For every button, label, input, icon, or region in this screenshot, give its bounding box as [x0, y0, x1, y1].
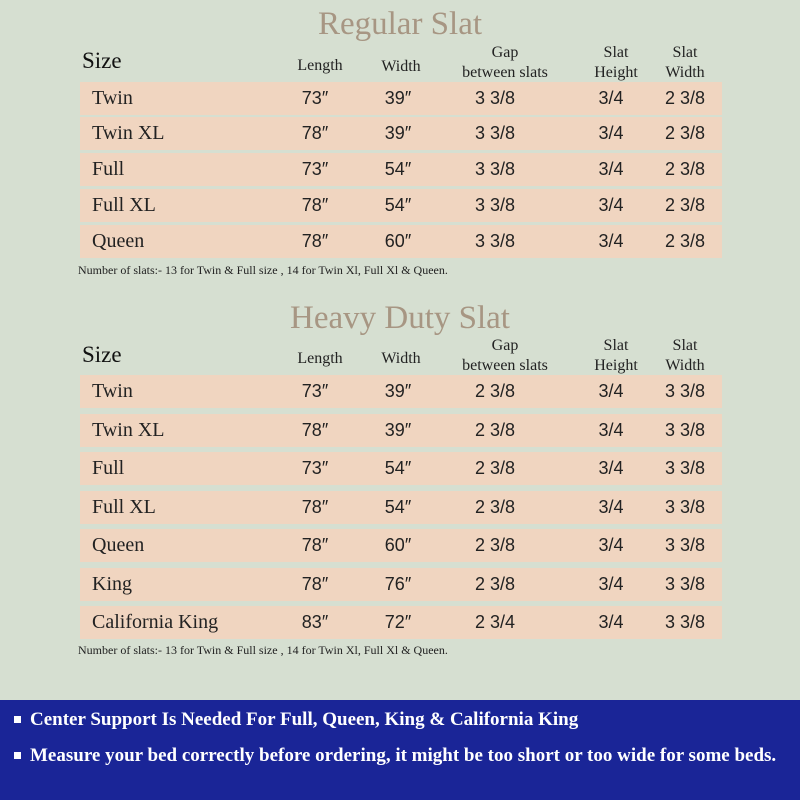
- regular-slat-count-note: Number of slats:- 13 for Twin & Full size , 14 for Twin Xl, Full Xl & Queen.: [78, 263, 448, 277]
- row-size: Full XL: [92, 194, 156, 216]
- row-width: 60″: [384, 535, 412, 555]
- row-gap: 2 3/8: [474, 535, 516, 555]
- table-row: [80, 606, 722, 639]
- row-slat-width: 2 3/8: [664, 195, 706, 215]
- table-row: [80, 529, 722, 562]
- row-slat-height: 3/4: [598, 497, 624, 517]
- row-length: 78″: [301, 574, 329, 594]
- heavy-header-slat-width-line1: Slat: [672, 337, 698, 354]
- row-slat-height: 3/4: [598, 195, 624, 215]
- regular-header-gap-line2: between slats: [462, 64, 548, 81]
- table-row: [80, 491, 722, 524]
- row-width: 39″: [384, 420, 412, 440]
- heavy-header-slat-width-line2: Width: [665, 357, 705, 374]
- heavy-header-size: Size: [82, 342, 122, 367]
- row-slat-width: 3 3/8: [664, 381, 706, 401]
- row-slat-width: 2 3/8: [664, 88, 706, 108]
- row-length: 73″: [301, 88, 329, 108]
- regular-header-length: Length: [297, 57, 343, 74]
- heavy-header-slat-height-line1: Slat: [603, 337, 629, 354]
- row-width: 39″: [384, 381, 412, 401]
- row-width: 39″: [384, 88, 412, 108]
- row-width: 54″: [384, 458, 412, 478]
- row-gap: 2 3/8: [474, 497, 516, 517]
- row-width: 54″: [384, 195, 412, 215]
- row-slat-height: 3/4: [598, 88, 624, 108]
- table-row: [80, 117, 722, 150]
- row-gap: 2 3/4: [474, 612, 516, 632]
- row-length: 73″: [301, 159, 329, 179]
- row-size: Queen: [92, 230, 145, 252]
- table-row: [80, 189, 722, 222]
- row-gap: 3 3/8: [474, 231, 516, 251]
- regular-header-slat-height-line2: Height: [594, 64, 638, 81]
- row-gap: 2 3/8: [474, 420, 516, 440]
- row-slat-height: 3/4: [598, 535, 624, 555]
- row-width: 72″: [384, 612, 412, 632]
- row-gap: 2 3/8: [474, 458, 516, 478]
- row-slat-width: 2 3/8: [664, 231, 706, 251]
- heavy-header-slat-height: [581, 336, 651, 376]
- table-row: [80, 375, 722, 408]
- row-size: Full: [92, 457, 125, 479]
- row-slat-width: 3 3/8: [664, 420, 706, 440]
- table-row: [80, 452, 722, 485]
- regular-header-slat-height: [581, 43, 651, 83]
- regular-header-size: Size: [82, 48, 122, 73]
- row-length: 78″: [301, 231, 329, 251]
- row-slat-width: 3 3/8: [664, 497, 706, 517]
- row-width: 54″: [384, 159, 412, 179]
- footer-bullet-text: Measure your bed correctly before ordering, it might be too short or too wide for some beds.: [30, 745, 777, 766]
- square-bullet-icon: [14, 752, 21, 759]
- row-length: 83″: [301, 612, 329, 632]
- row-length: 78″: [301, 123, 329, 143]
- row-size: California King: [92, 611, 219, 633]
- row-slat-height: 3/4: [598, 574, 624, 594]
- table-row: [80, 153, 722, 186]
- row-size: Queen: [92, 534, 145, 556]
- row-gap: 3 3/8: [474, 88, 516, 108]
- regular-slat-title: Regular Slat: [317, 6, 483, 42]
- square-bullet-icon: [14, 716, 21, 723]
- row-slat-width: 3 3/8: [664, 612, 706, 632]
- row-slat-height: 3/4: [598, 231, 624, 251]
- row-size: Twin: [92, 87, 133, 109]
- regular-header-slat-width: [650, 43, 720, 83]
- table-row: [80, 568, 722, 601]
- regular-header-slat-height-line1: Slat: [603, 44, 629, 61]
- row-width: 76″: [384, 574, 412, 594]
- row-width: 39″: [384, 123, 412, 143]
- row-length: 78″: [301, 420, 329, 440]
- row-length: 73″: [301, 458, 329, 478]
- table-row: [80, 225, 722, 258]
- regular-header-slat-width-line1: Slat: [672, 44, 698, 61]
- row-gap: 3 3/8: [474, 195, 516, 215]
- row-slat-height: 3/4: [598, 458, 624, 478]
- row-length: 78″: [301, 497, 329, 517]
- heavy-header-slat-height-line2: Height: [594, 357, 638, 374]
- heavy-header-gap-line1: Gap: [491, 337, 519, 354]
- regular-header-width: Width: [381, 58, 421, 75]
- row-size: Twin: [92, 380, 133, 402]
- row-slat-width: 3 3/8: [664, 458, 706, 478]
- row-length: 78″: [301, 195, 329, 215]
- row-gap: 2 3/8: [474, 381, 516, 401]
- regular-header-slat-width-line2: Width: [665, 64, 705, 81]
- heavy-header-gap: [445, 336, 565, 376]
- row-slat-height: 3/4: [598, 381, 624, 401]
- footer-notice-band: [0, 700, 800, 800]
- regular-header-gap-line1: Gap: [491, 44, 519, 61]
- row-gap: 2 3/8: [474, 574, 516, 594]
- row-slat-width: 3 3/8: [664, 574, 706, 594]
- row-slat-width: 2 3/8: [664, 123, 706, 143]
- heavy-header-length: Length: [297, 350, 343, 367]
- footer-bullet-text: Center Support Is Needed For Full, Queen, King & California King: [30, 709, 579, 730]
- row-length: 73″: [301, 381, 329, 401]
- row-slat-height: 3/4: [598, 420, 624, 440]
- row-slat-height: 3/4: [598, 123, 624, 143]
- heavy-header-width: Width: [381, 350, 421, 367]
- regular-header-gap: [445, 43, 565, 83]
- footer-bullet-measure: [14, 744, 784, 768]
- row-width: 60″: [384, 231, 412, 251]
- row-width: 54″: [384, 497, 412, 517]
- row-size: Full XL: [92, 496, 156, 518]
- heavy-header-slat-width: [650, 336, 720, 376]
- table-row: [80, 82, 722, 115]
- row-slat-width: 2 3/8: [664, 159, 706, 179]
- row-length: 78″: [301, 535, 329, 555]
- row-size: Twin XL: [92, 122, 165, 144]
- heavy-duty-slat-title: Heavy Duty Slat: [290, 300, 510, 336]
- footer-bullet-center-support: [14, 708, 784, 732]
- row-gap: 3 3/8: [474, 123, 516, 143]
- heavy-header-gap-line2: between slats: [462, 357, 548, 374]
- heavy-slat-count-note: Number of slats:- 13 for Twin & Full size , 14 for Twin Xl, Full Xl & Queen.: [78, 643, 448, 657]
- row-gap: 3 3/8: [474, 159, 516, 179]
- row-slat-width: 3 3/8: [664, 535, 706, 555]
- row-slat-height: 3/4: [598, 159, 624, 179]
- row-size: Twin XL: [92, 419, 165, 441]
- row-size: King: [92, 573, 132, 595]
- row-size: Full: [92, 158, 125, 180]
- row-slat-height: 3/4: [598, 612, 624, 632]
- table-row: [80, 414, 722, 447]
